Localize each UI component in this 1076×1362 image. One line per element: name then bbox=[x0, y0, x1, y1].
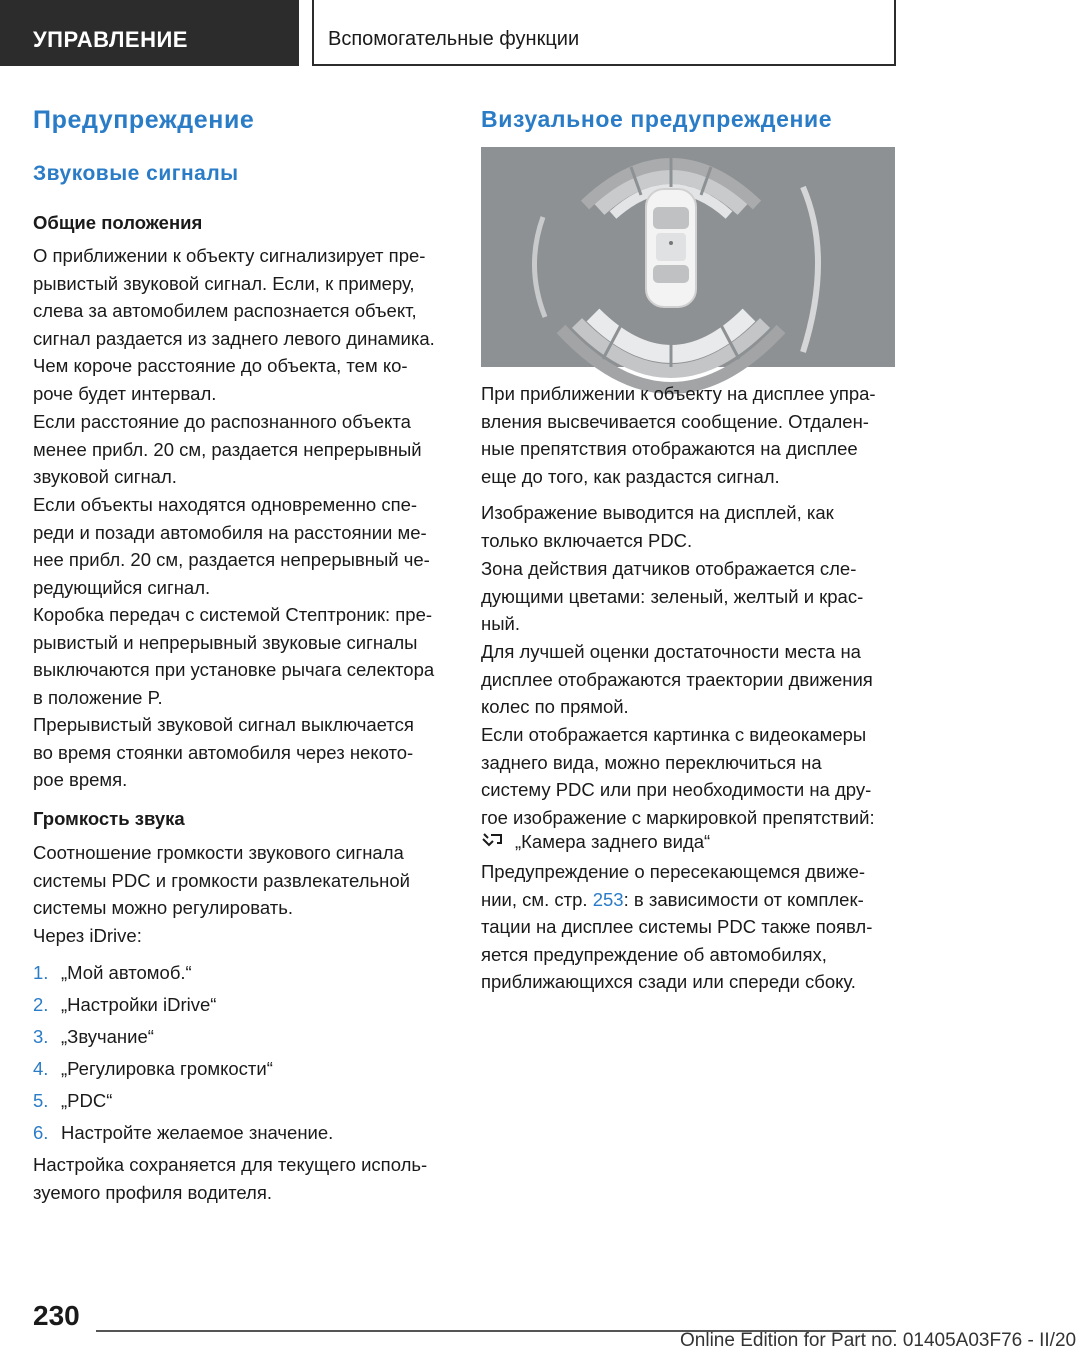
paragraph: Настройка сохраняется для текущего исполь- зуемого профиля водителя. bbox=[33, 1154, 428, 1203]
paragraph: О приближении к объекту сигнализирует пре- рывистый звуковой сигнал. Если, к примеру, слева за автомобилем распознается объект, сигнал раздается из заднего левого динамика. bbox=[33, 245, 435, 349]
paragraph: Через iDrive: bbox=[33, 925, 142, 946]
chapter-tab: Вспомогательные функции bbox=[312, 0, 896, 66]
list-item: 2. „Настройки iDrive“ bbox=[33, 994, 217, 1015]
pdc-display-illustration bbox=[481, 147, 895, 367]
page-number: 230 bbox=[33, 1300, 80, 1331]
section-tab: УПРАВЛЕНИЕ bbox=[0, 0, 299, 66]
general-heading: Общие положения bbox=[33, 212, 203, 233]
page-header bbox=[0, 0, 960, 66]
paragraph: Если отображается картинка с видеокамеры заднего вида, можно переключиться на систему PDC или при необходимости на дру- гое изображение с маркировкой препятствий: bbox=[481, 724, 875, 828]
camera-menu-item: „Камера заднего вида“ bbox=[481, 828, 710, 856]
page-link[interactable]: 253 bbox=[592, 888, 624, 910]
paragraph: Предупреждение о пересекающемся движе- нии, см. стр. 253: в зависимости от комплек- тации на дисплее системы PDC также появл- яется предупреждение об автомобилях, приближающихся сзади или спереди сбоку. bbox=[481, 861, 873, 992]
list-item: 1. „Мой автомоб.“ bbox=[33, 962, 192, 983]
paragraph: Коробка передач с системой Стептроник: пре- рывистый и непрерывный звуковые сигналы выключаются при установке рычага селектора в положение P. bbox=[33, 604, 435, 708]
subsection-title: Звуковые сигналы bbox=[33, 162, 239, 185]
car-sensor-zones-icon bbox=[481, 147, 895, 367]
paragraph: Для лучшей оценки достаточности места на дисплее отображаются траектории движения колес по прямой. bbox=[481, 641, 873, 717]
visual-warning-title: Визуальное предупреждение bbox=[481, 106, 833, 132]
paragraph: Если объекты находятся одновременно спе- реди и позади автомобиля на расстоянии ме- нее прибл. 20 см, раздается непрерывный че- редующийся сигнал. bbox=[33, 494, 430, 598]
paragraph: При приближении к объекту на дисплее упра- вления высвечивается сообщение. Отдален- ные препятствия отображаются на дисплее еще до того, как раздастся сигнал. bbox=[481, 383, 876, 487]
list-item: 5. „PDC“ bbox=[33, 1090, 113, 1111]
list-item: 3. „Звучание“ bbox=[33, 1026, 154, 1047]
edition-footer: Online Edition for Part no. 01405A03F76 - II/20 bbox=[680, 1330, 1076, 1351]
paragraph: Прерывистый звуковой сигнал выключается во время стоянки автомобиля через некото- рое время. bbox=[33, 714, 414, 790]
list-item: 6. Настройте желаемое значение. bbox=[33, 1122, 334, 1143]
paragraph: Зона действия датчиков отображается сле- дующими цветами: зеленый, желтый и крас- ный. bbox=[481, 558, 864, 634]
paragraph: Чем короче расстояние до объекта, тем ко- роче будет интервал. bbox=[33, 355, 408, 404]
list-item: 4. „Регулировка громкости“ bbox=[33, 1058, 273, 1079]
paragraph: Если расстояние до распознанного объекта менее прибл. 20 см, раздается непрерывный звуковой сигнал. bbox=[33, 411, 422, 487]
camera-parking-icon bbox=[481, 831, 503, 851]
section-title: Предупреждение bbox=[33, 106, 255, 134]
paragraph: Изображение выводится на дисплей, как только включается PDC. bbox=[481, 502, 834, 551]
volume-heading: Громкость звука bbox=[33, 808, 185, 829]
paragraph: Соотношение громкости звукового сигнала системы PDC и громкости развлекательной системы можно регулировать. bbox=[33, 842, 410, 918]
